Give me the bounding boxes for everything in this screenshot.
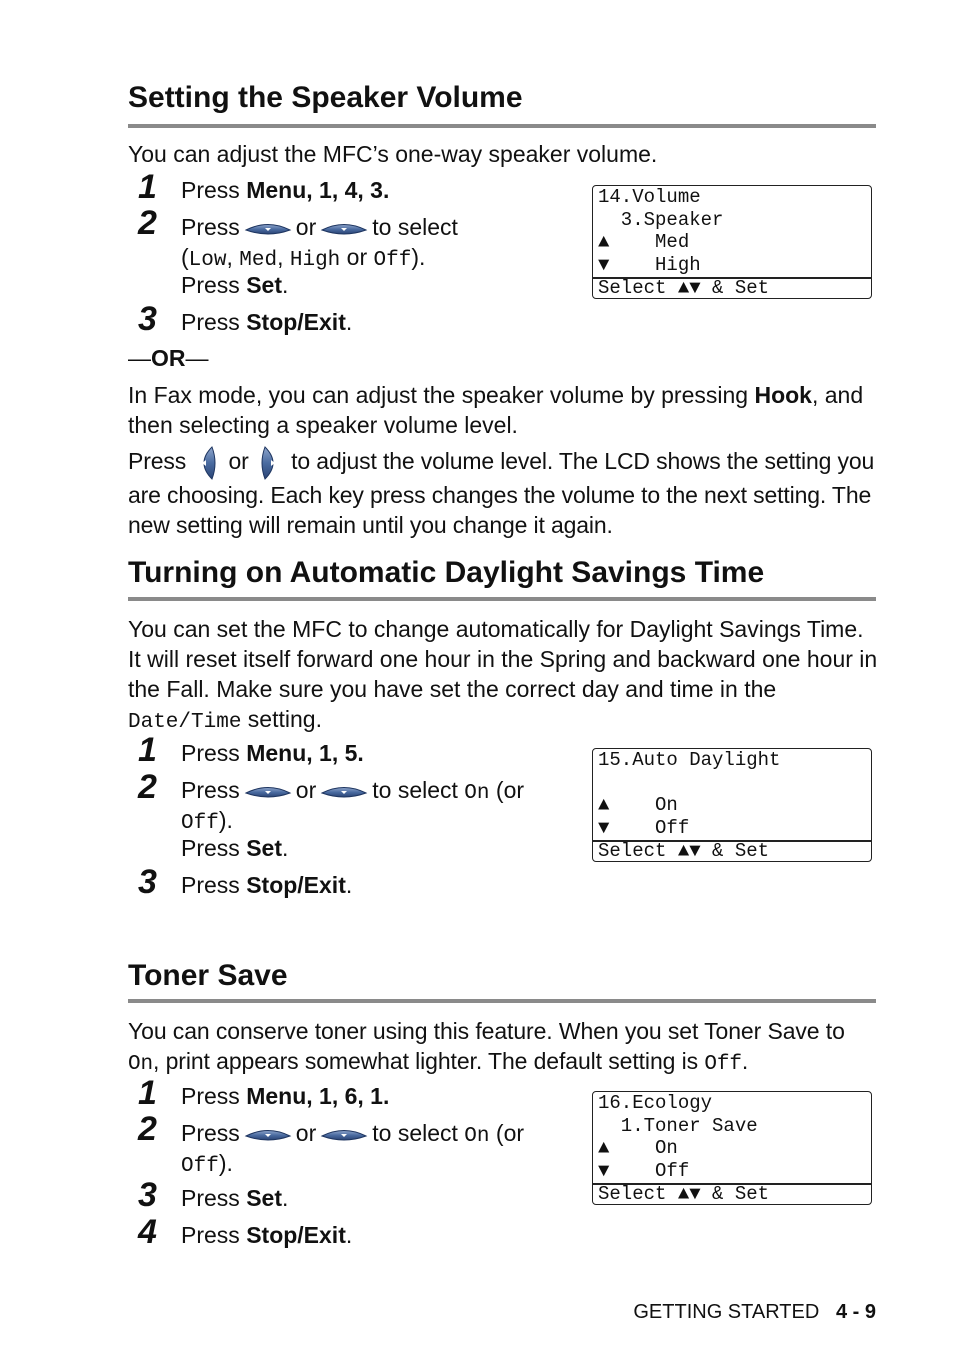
toner-step-1: Press Menu, 1, 6, 1. [181,1083,390,1109]
toner-step-2-off: Off). [181,1150,233,1178]
adjust-volume-paragraph: Press or to adjust the volume level. The LCD shows the setting you are choosing. Each key press changes the volume to the next setting. The new setting will remain until you change it again. [128,446,876,540]
daylight-step-2-off: Off). [181,807,233,835]
fax-mode-paragraph: In Fax mode, you can adjust the speaker volume by pressing Hook, and then selecting a speaker volume level. [128,382,864,438]
down-arrow-key-icon [320,784,368,800]
lcd-display-daylight: 15.Auto Daylight ▲ On ▼ Off Select ▲▼ & Set [592,748,872,862]
step-number: 2 [138,204,157,242]
lcd-display-toner: 16.Ecology 1.Toner Save ▲ On ▼ Off Select ▲▼ & Set [592,1091,872,1205]
speaker-step-3: Press Stop/Exit. [181,309,353,335]
page-number: 4 - 9 [835,1301,876,1323]
section-title-daylight: Turning on Automatic Daylight Savings Time [128,556,765,589]
menu-key-label: Menu [246,177,307,203]
daylight-step-3: Press Stop/Exit. [181,872,353,898]
right-arrow-key-icon [259,446,281,480]
lcd-display-speaker: 14.Volume 3.Speaker ▲ Med ▼ High Select ▲▼ & Set [592,185,872,299]
toner-step-3: Press Set. [181,1185,289,1211]
speaker-step-2: Press or to select [181,214,458,240]
step-number: 2 [138,1110,157,1148]
speaker-intro: You can adjust the MFC’s one-way speaker volume. [128,141,658,167]
or-divider: —OR— [128,345,209,371]
toner-intro: You can conserve toner using this feature. When you set Toner Save to On, print appears somewhat lighter. The default setting is Off. [128,1018,845,1076]
toner-step-2: Press or to select On (or [181,1120,525,1148]
speaker-step-2-set: Press Set. [181,272,289,298]
down-arrow-key-icon [320,221,368,237]
footer-section: GETTING STARTED [633,1301,820,1323]
toner-step-4: Press Stop/Exit. [181,1222,353,1248]
section-rule [128,124,876,128]
left-arrow-key-icon [196,446,218,480]
step-number: 1 [138,731,157,769]
up-arrow-key-icon [244,784,292,800]
daylight-intro: You can set the MFC to change automatically for Daylight Savings Time. It will reset itself forward one hour in the Spring and backward one hour in the Fall. Make sure you have set the correct day and time in the Date/Time setting. [128,616,878,734]
up-arrow-key-icon [244,221,292,237]
speaker-step-2-options: (Low, Med, High or Off). [181,244,426,272]
up-arrow-key-icon [244,1127,292,1143]
step-number: 3 [138,300,157,338]
daylight-step-1: Press Menu, 1, 5. [181,740,364,766]
daylight-step-2-set: Press Set. [181,835,289,861]
section-rule [128,597,876,601]
section-title-speaker: Setting the Speaker Volume [128,81,523,114]
step-number: 4 [138,1213,157,1251]
section-title-toner: Toner Save [128,959,288,992]
step-number: 3 [138,863,157,901]
step-number: 3 [138,1176,157,1214]
daylight-step-2: Press or to select On (or [181,777,525,805]
speaker-step-1: Press Menu, 1, 4, 3. [181,177,390,203]
section-rule [128,999,876,1003]
page-footer [633,1301,876,1324]
step-number: 2 [138,768,157,806]
down-arrow-key-icon [320,1127,368,1143]
step-number: 1 [138,168,157,206]
step-number: 1 [138,1074,157,1112]
